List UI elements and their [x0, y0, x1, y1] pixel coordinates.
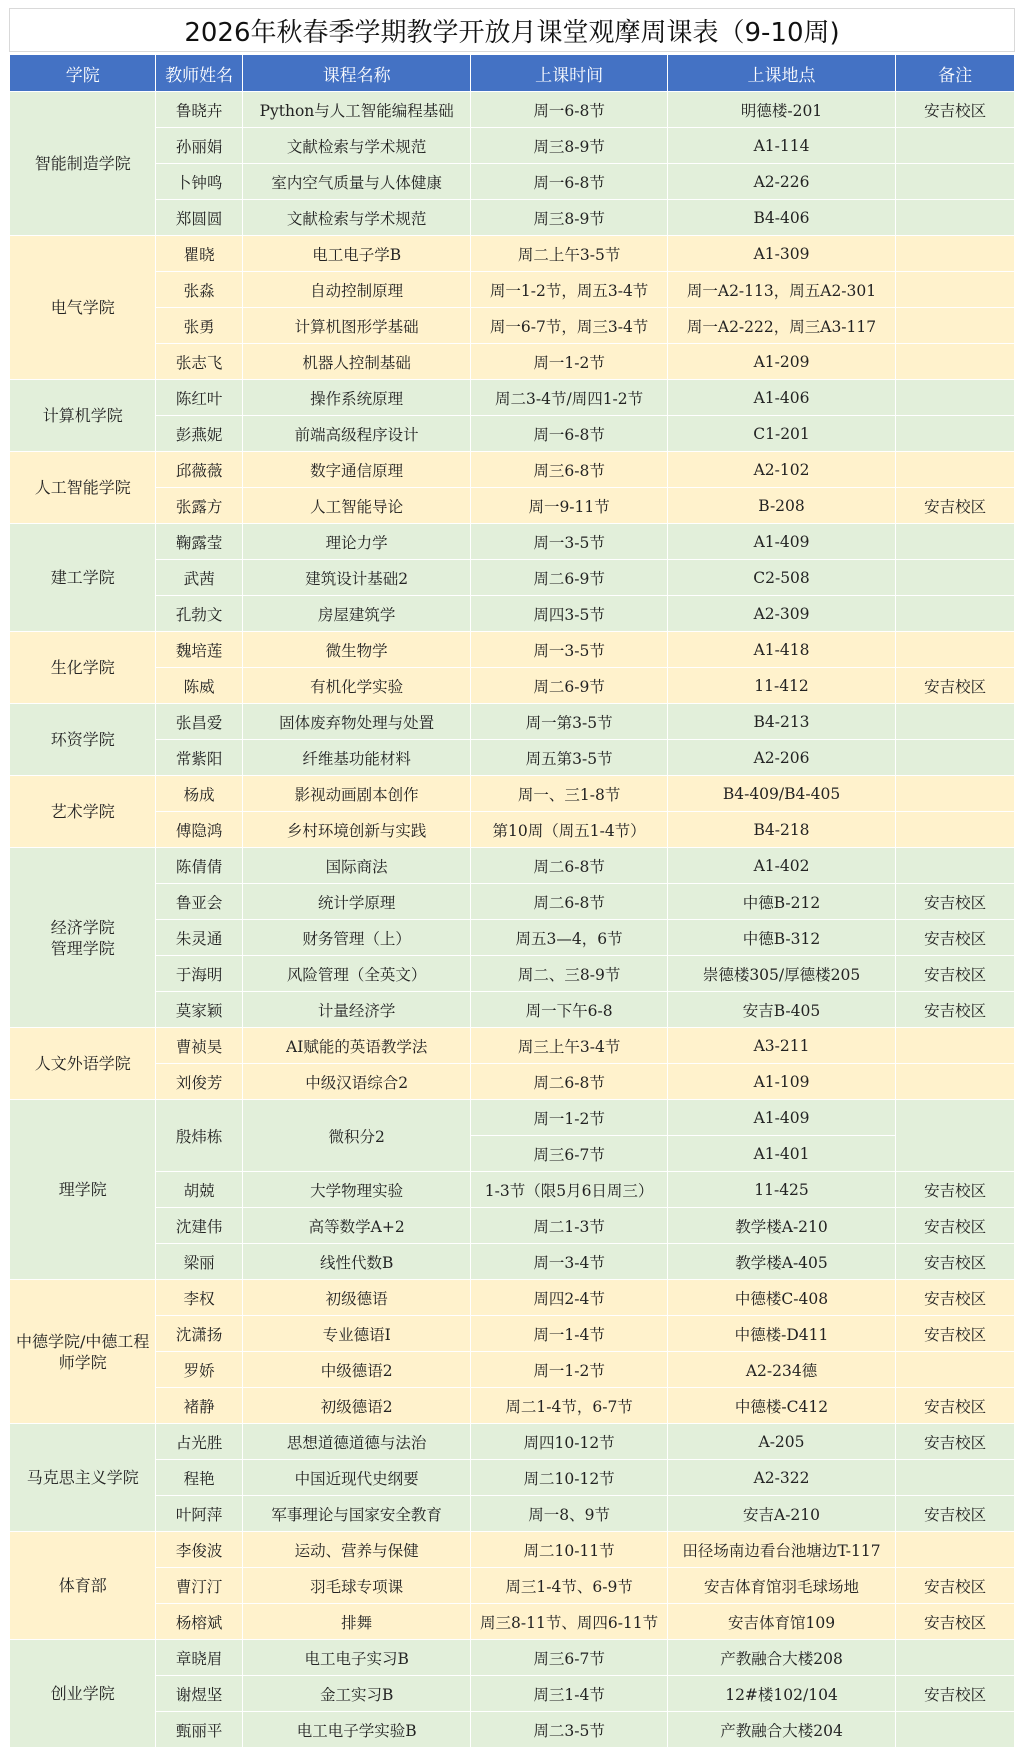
- table-row: [10, 956, 1015, 992]
- course-cell: 初级德语: [242, 1280, 471, 1316]
- time-cell: 周一3-5节: [471, 632, 667, 668]
- note-cell: 安吉校区: [896, 1172, 1015, 1208]
- note-cell: [896, 632, 1015, 668]
- teacher-cell: 邱薇薇: [156, 452, 243, 488]
- course-cell: 房屋建筑学: [242, 596, 471, 632]
- place-cell: 11-425: [667, 1172, 896, 1208]
- college-cell: 艺术学院: [10, 776, 156, 848]
- note-cell: 安吉校区: [896, 1496, 1015, 1532]
- place-cell: C2-508: [667, 560, 896, 596]
- course-cell: 数字通信原理: [242, 452, 471, 488]
- table-row: [10, 1028, 1015, 1064]
- table-row: [10, 452, 1015, 488]
- teacher-cell: 罗娇: [156, 1352, 243, 1388]
- time-cell: 周一6-8节: [471, 164, 667, 200]
- note-cell: 安吉校区: [896, 1244, 1015, 1280]
- note-cell: 安吉校区: [896, 668, 1015, 704]
- place-cell: A2-206: [667, 740, 896, 776]
- time-cell: 周一第3-5节: [471, 704, 667, 740]
- teacher-cell: 褚静: [156, 1388, 243, 1424]
- note-cell: 安吉校区: [896, 1676, 1015, 1712]
- time-cell: 周三8-9节: [471, 200, 667, 236]
- time-cell: 周四3-5节: [471, 596, 667, 632]
- time-cell: 周三6-8节: [471, 452, 667, 488]
- teacher-cell: 鲁晓卉: [156, 92, 243, 128]
- place-cell: 中德B-212: [667, 884, 896, 920]
- course-cell: 影视动画剧本创作: [242, 776, 471, 812]
- time-cell: 周一3-5节: [471, 524, 667, 560]
- place-cell: A2-322: [667, 1460, 896, 1496]
- place-cell: 明德楼-201: [667, 92, 896, 128]
- note-cell: [896, 560, 1015, 596]
- course-cell: 专业德语I: [242, 1316, 471, 1352]
- place-cell: 教学楼A-405: [667, 1244, 896, 1280]
- note-cell: 安吉校区: [896, 920, 1015, 956]
- table-row: [10, 704, 1015, 740]
- note-cell: 安吉校区: [896, 1604, 1015, 1640]
- course-cell: 大学物理实验: [242, 1172, 471, 1208]
- college-cell-line: 管理学院: [50, 938, 115, 958]
- note-cell: [896, 812, 1015, 848]
- table-row: [10, 560, 1015, 596]
- teacher-cell: 魏培莲: [156, 632, 243, 668]
- time-cell: 周三上午3-4节: [471, 1028, 667, 1064]
- table-row: [10, 1208, 1015, 1244]
- course-cell: 统计学原理: [242, 884, 471, 920]
- teacher-cell: 孙丽娟: [156, 128, 243, 164]
- note-cell: [896, 1352, 1015, 1388]
- time-cell: 周四2-4节: [471, 1280, 667, 1316]
- time-cell: 周二10-11节: [471, 1532, 667, 1568]
- college-cell: 环资学院: [10, 704, 156, 776]
- college-cell: 计算机学院: [10, 380, 156, 452]
- teacher-cell: 曹祯昊: [156, 1028, 243, 1064]
- table-row: [10, 1100, 1015, 1136]
- course-cell: 军事理论与国家安全教育: [242, 1496, 471, 1532]
- table-row: [10, 1316, 1015, 1352]
- teacher-cell: 李权: [156, 1280, 243, 1316]
- teacher-cell: 张昌爱: [156, 704, 243, 740]
- course-cell: 排舞: [242, 1604, 471, 1640]
- table-row: [10, 1352, 1015, 1388]
- table-row: [10, 272, 1015, 308]
- place-cell: 12#楼102/104: [667, 1676, 896, 1712]
- place-cell: 产教融合大楼208: [667, 1640, 896, 1676]
- time-cell: 周一6-8节: [471, 92, 667, 128]
- note-cell: [896, 1064, 1015, 1100]
- time-cell: 周三1-4节、6-9节: [471, 1568, 667, 1604]
- place-cell: 中德楼C-408: [667, 1280, 896, 1316]
- college-cell: 电气学院: [10, 236, 156, 380]
- course-cell: 中级汉语综合2: [242, 1064, 471, 1100]
- course-cell: 运动、营养与保健: [242, 1532, 471, 1568]
- time-cell: 周二6-9节: [471, 668, 667, 704]
- place-cell: 安吉体育馆羽毛球场地: [667, 1568, 896, 1604]
- place-cell: 11-412: [667, 668, 896, 704]
- note-cell: 安吉校区: [896, 1424, 1015, 1460]
- course-cell: 文献检索与学术规范: [242, 128, 471, 164]
- schedule-table: [9, 54, 1015, 1748]
- place-cell: 教学楼A-210: [667, 1208, 896, 1244]
- teacher-cell: 朱灵通: [156, 920, 243, 956]
- course-cell: 电工电子学实验B: [242, 1712, 471, 1748]
- place-cell: A1-402: [667, 848, 896, 884]
- course-cell: 乡村环境创新与实践: [242, 812, 471, 848]
- table-row: [10, 524, 1015, 560]
- time-cell: 周一下午6-8: [471, 992, 667, 1028]
- course-cell: 前端高级程序设计: [242, 416, 471, 452]
- note-cell: [896, 1460, 1015, 1496]
- table-row: [10, 632, 1015, 668]
- college-cell: 人文外语学院: [10, 1028, 156, 1100]
- time-cell: 周三8-9节: [471, 128, 667, 164]
- teacher-cell: 张勇: [156, 308, 243, 344]
- note-cell: [896, 344, 1015, 380]
- table-row: [10, 380, 1015, 416]
- table-row: [10, 884, 1015, 920]
- teacher-cell: 曹汀汀: [156, 1568, 243, 1604]
- table-row: [10, 1532, 1015, 1568]
- teacher-cell: 杨成: [156, 776, 243, 812]
- teacher-cell: 卜钟鸣: [156, 164, 243, 200]
- note-cell: 安吉校区: [896, 884, 1015, 920]
- note-cell: 安吉校区: [896, 1208, 1015, 1244]
- time-cell: 周一1-2节，周五3-4节: [471, 272, 667, 308]
- table-row: [10, 596, 1015, 632]
- college-cell: [10, 848, 156, 1028]
- note-cell: [896, 1640, 1015, 1676]
- note-cell: [896, 164, 1015, 200]
- teacher-cell: 傅隐鸿: [156, 812, 243, 848]
- table-row: [10, 1676, 1015, 1712]
- time-cell: 周二3-5节: [471, 1712, 667, 1748]
- teacher-cell: 程艳: [156, 1460, 243, 1496]
- note-cell: [896, 776, 1015, 812]
- teacher-cell: 沈建伟: [156, 1208, 243, 1244]
- place-cell: A2-102: [667, 452, 896, 488]
- place-cell: 安吉B-405: [667, 992, 896, 1028]
- course-cell: Python与人工智能编程基础: [242, 92, 471, 128]
- place-cell: 安吉体育馆109: [667, 1604, 896, 1640]
- time-cell: 周一1-2节: [471, 1352, 667, 1388]
- time-cell: 周二6-8节: [471, 848, 667, 884]
- header-row: [10, 55, 1015, 92]
- college-cell: 中德学院/中德工程师学院: [10, 1280, 156, 1424]
- place-cell: C1-201: [667, 416, 896, 452]
- teacher-cell: 瞿晓: [156, 236, 243, 272]
- note-cell: [896, 596, 1015, 632]
- table-row: [10, 1496, 1015, 1532]
- teacher-cell: 杨榕斌: [156, 1604, 243, 1640]
- table-row: [10, 128, 1015, 164]
- teacher-cell: 章晓眉: [156, 1640, 243, 1676]
- table-row: [10, 812, 1015, 848]
- time-cell: 周二、三8-9节: [471, 956, 667, 992]
- time-cell: 周五第3-5节: [471, 740, 667, 776]
- header-place: 上课地点: [667, 55, 896, 92]
- course-cell: 电工电子实习B: [242, 1640, 471, 1676]
- note-cell: [896, 452, 1015, 488]
- time-cell: 周一1-4节: [471, 1316, 667, 1352]
- teacher-cell: 常紫阳: [156, 740, 243, 776]
- note-cell: [896, 308, 1015, 344]
- course-cell: 初级德语2: [242, 1388, 471, 1424]
- course-cell: 计算机图形学基础: [242, 308, 471, 344]
- course-cell: 高等数学A+2: [242, 1208, 471, 1244]
- time-cell: 周二6-9节: [471, 560, 667, 596]
- teacher-cell: 李俊波: [156, 1532, 243, 1568]
- teacher-cell: 沈潇扬: [156, 1316, 243, 1352]
- table-row: [10, 848, 1015, 884]
- note-cell: 安吉校区: [896, 1388, 1015, 1424]
- table-row: [10, 92, 1015, 128]
- time-cell: 周一、三1-8节: [471, 776, 667, 812]
- table-row: [10, 344, 1015, 380]
- note-cell: 安吉校区: [896, 992, 1015, 1028]
- time-cell: 周二1-3节: [471, 1208, 667, 1244]
- course-cell: 金工实习B: [242, 1676, 471, 1712]
- time-cell: 周一1-2节: [471, 1100, 667, 1136]
- teacher-cell: 张淼: [156, 272, 243, 308]
- place-cell: A2-226: [667, 164, 896, 200]
- college-cell: 生化学院: [10, 632, 156, 704]
- college-cell: 智能制造学院: [10, 92, 156, 236]
- table-row: [10, 1064, 1015, 1100]
- note-cell: [896, 380, 1015, 416]
- course-cell: AI赋能的英语教学法: [242, 1028, 471, 1064]
- college-cell: 建工学院: [10, 524, 156, 632]
- header-college: 学院: [10, 55, 156, 92]
- table-row: [10, 416, 1015, 452]
- place-cell: A-205: [667, 1424, 896, 1460]
- course-cell: 电工电子学B: [242, 236, 471, 272]
- table-row: [10, 236, 1015, 272]
- table-row: [10, 1460, 1015, 1496]
- time-cell: 周一6-8节: [471, 416, 667, 452]
- table-row: [10, 1280, 1015, 1316]
- note-cell: [896, 272, 1015, 308]
- course-cell: 思想道德道德与法治: [242, 1424, 471, 1460]
- time-cell: 周一6-7节，周三3-4节: [471, 308, 667, 344]
- place-cell: B4-409/B4-405: [667, 776, 896, 812]
- note-cell: 安吉校区: [896, 1316, 1015, 1352]
- course-cell: 微生物学: [242, 632, 471, 668]
- teacher-cell: 张露方: [156, 488, 243, 524]
- time-cell: 第10周（周五1-4节）: [471, 812, 667, 848]
- college-cell-line: 经济学院: [50, 917, 115, 937]
- time-cell: 周二3-4节/周四1-2节: [471, 380, 667, 416]
- time-cell: 周一9-11节: [471, 488, 667, 524]
- course-cell: 计量经济学: [242, 992, 471, 1028]
- place-cell: 中德楼-C412: [667, 1388, 896, 1424]
- course-cell: 建筑设计基础2: [242, 560, 471, 596]
- teacher-cell: 郑圆圆: [156, 200, 243, 236]
- course-cell: 文献检索与学术规范: [242, 200, 471, 236]
- place-cell: 安吉A-210: [667, 1496, 896, 1532]
- time-cell: 周三6-7节: [471, 1136, 667, 1172]
- place-cell: 崇德楼305/厚德楼205: [667, 956, 896, 992]
- course-cell: 微积分2: [242, 1100, 471, 1172]
- note-cell: [896, 200, 1015, 236]
- teacher-cell: 武茜: [156, 560, 243, 596]
- place-cell: A1-418: [667, 632, 896, 668]
- course-cell: 操作系统原理: [242, 380, 471, 416]
- teacher-cell: 梁丽: [156, 1244, 243, 1280]
- time-cell: 周二上午3-5节: [471, 236, 667, 272]
- page-title: 2026年秋春季学期教学开放月课堂观摩周课表（9-10周): [9, 8, 1015, 52]
- teacher-cell: 孔勃文: [156, 596, 243, 632]
- place-cell: B4-406: [667, 200, 896, 236]
- teacher-cell: 陈红叶: [156, 380, 243, 416]
- place-cell: A1-209: [667, 344, 896, 380]
- note-cell: [896, 1712, 1015, 1748]
- place-cell: A2-309: [667, 596, 896, 632]
- course-cell: 中级德语2: [242, 1352, 471, 1388]
- header-time: 上课时间: [471, 55, 667, 92]
- teacher-cell: 陈倩倩: [156, 848, 243, 884]
- table-row: [10, 164, 1015, 200]
- header-teacher: 教师姓名: [156, 55, 243, 92]
- time-cell: 周三1-4节: [471, 1676, 667, 1712]
- course-cell: 线性代数B: [242, 1244, 471, 1280]
- time-cell: 周三6-7节: [471, 1640, 667, 1676]
- place-cell: A3-211: [667, 1028, 896, 1064]
- course-cell: 室内空气质量与人体健康: [242, 164, 471, 200]
- place-cell: A1-406: [667, 380, 896, 416]
- place-cell: B4-218: [667, 812, 896, 848]
- note-cell: [896, 740, 1015, 776]
- note-cell: [896, 128, 1015, 164]
- college-cell: 理学院: [10, 1100, 156, 1280]
- time-cell: 周一8、9节: [471, 1496, 667, 1532]
- table-row: [10, 1604, 1015, 1640]
- teacher-cell: 陈威: [156, 668, 243, 704]
- table-row: [10, 1244, 1015, 1280]
- teacher-cell: 甄丽平: [156, 1712, 243, 1748]
- place-cell: A1-409: [667, 524, 896, 560]
- time-cell: 周四10-12节: [471, 1424, 667, 1460]
- place-cell: 中德楼-D411: [667, 1316, 896, 1352]
- time-cell: 周一1-2节: [471, 344, 667, 380]
- teacher-cell: 张志飞: [156, 344, 243, 380]
- time-cell: 周五3—4，6节: [471, 920, 667, 956]
- schedule-body: [10, 92, 1015, 1748]
- course-cell: 中国近现代史纲要: [242, 1460, 471, 1496]
- place-cell: A2-234德: [667, 1352, 896, 1388]
- teacher-cell: 鞠露莹: [156, 524, 243, 560]
- place-cell: 中德B-312: [667, 920, 896, 956]
- teacher-cell: 刘俊芳: [156, 1064, 243, 1100]
- note-cell: [896, 524, 1015, 560]
- time-cell: 周三8-11节、周四6-11节: [471, 1604, 667, 1640]
- table-row: [10, 740, 1015, 776]
- table-row: [10, 200, 1015, 236]
- table-row: [10, 1568, 1015, 1604]
- course-cell: 财务管理（上）: [242, 920, 471, 956]
- course-cell: 机器人控制基础: [242, 344, 471, 380]
- course-cell: 纤维基功能材料: [242, 740, 471, 776]
- course-cell: 有机化学实验: [242, 668, 471, 704]
- course-cell: 国际商法: [242, 848, 471, 884]
- table-row: [10, 668, 1015, 704]
- table-row: [10, 308, 1015, 344]
- note-cell: [896, 236, 1015, 272]
- college-cell: 人工智能学院: [10, 452, 156, 524]
- note-cell: [896, 1100, 1015, 1172]
- place-cell: A1-309: [667, 236, 896, 272]
- place-cell: B-208: [667, 488, 896, 524]
- teacher-cell: 殷炜栋: [156, 1100, 243, 1172]
- teacher-cell: 叶阿萍: [156, 1496, 243, 1532]
- note-cell: [896, 848, 1015, 884]
- header-course: 课程名称: [242, 55, 471, 92]
- table-row: [10, 1388, 1015, 1424]
- note-cell: [896, 1532, 1015, 1568]
- table-row: [10, 488, 1015, 524]
- note-cell: [896, 704, 1015, 740]
- place-cell: A1-109: [667, 1064, 896, 1100]
- time-cell: 周二10-12节: [471, 1460, 667, 1496]
- course-cell: 风险管理（全英文）: [242, 956, 471, 992]
- table-row: [10, 1712, 1015, 1748]
- teacher-cell: 彭燕妮: [156, 416, 243, 452]
- course-cell: 理论力学: [242, 524, 471, 560]
- note-cell: [896, 1028, 1015, 1064]
- note-cell: 安吉校区: [896, 488, 1015, 524]
- note-cell: 安吉校区: [896, 92, 1015, 128]
- time-cell: 周二6-8节: [471, 884, 667, 920]
- time-cell: 周一3-4节: [471, 1244, 667, 1280]
- teacher-cell: 鲁亚会: [156, 884, 243, 920]
- course-cell: 人工智能导论: [242, 488, 471, 524]
- time-cell: 1-3节（限5月6日周三）: [471, 1172, 667, 1208]
- note-cell: 安吉校区: [896, 1280, 1015, 1316]
- table-row: [10, 776, 1015, 812]
- time-cell: 周二1-4节，6-7节: [471, 1388, 667, 1424]
- note-cell: 安吉校区: [896, 956, 1015, 992]
- place-cell: A1-401: [667, 1136, 896, 1172]
- place-cell: A1-409: [667, 1100, 896, 1136]
- table-row: [10, 1172, 1015, 1208]
- time-cell: 周二6-8节: [471, 1064, 667, 1100]
- college-cell: 体育部: [10, 1532, 156, 1640]
- teacher-cell: 占光胜: [156, 1424, 243, 1460]
- table-row: [10, 992, 1015, 1028]
- teacher-cell: 于海明: [156, 956, 243, 992]
- college-cell: 创业学院: [10, 1640, 156, 1748]
- place-cell: 周一A2-113，周五A2-301: [667, 272, 896, 308]
- course-cell: 羽毛球专项课: [242, 1568, 471, 1604]
- table-row: [10, 920, 1015, 956]
- place-cell: 田径场南边看台池塘边T-117: [667, 1532, 896, 1568]
- place-cell: 产教融合大楼204: [667, 1712, 896, 1748]
- place-cell: B4-213: [667, 704, 896, 740]
- teacher-cell: 谢煜坚: [156, 1676, 243, 1712]
- note-cell: [896, 416, 1015, 452]
- place-cell: A1-114: [667, 128, 896, 164]
- teacher-cell: 胡兢: [156, 1172, 243, 1208]
- teacher-cell: 莫家颖: [156, 992, 243, 1028]
- college-cell: 马克思主义学院: [10, 1424, 156, 1532]
- place-cell: 周一A2-222，周三A3-117: [667, 308, 896, 344]
- table-row: [10, 1424, 1015, 1460]
- course-cell: 固体废弃物处理与处置: [242, 704, 471, 740]
- header-note: 备注: [896, 55, 1015, 92]
- course-cell: 自动控制原理: [242, 272, 471, 308]
- note-cell: 安吉校区: [896, 1568, 1015, 1604]
- table-row: [10, 1640, 1015, 1676]
